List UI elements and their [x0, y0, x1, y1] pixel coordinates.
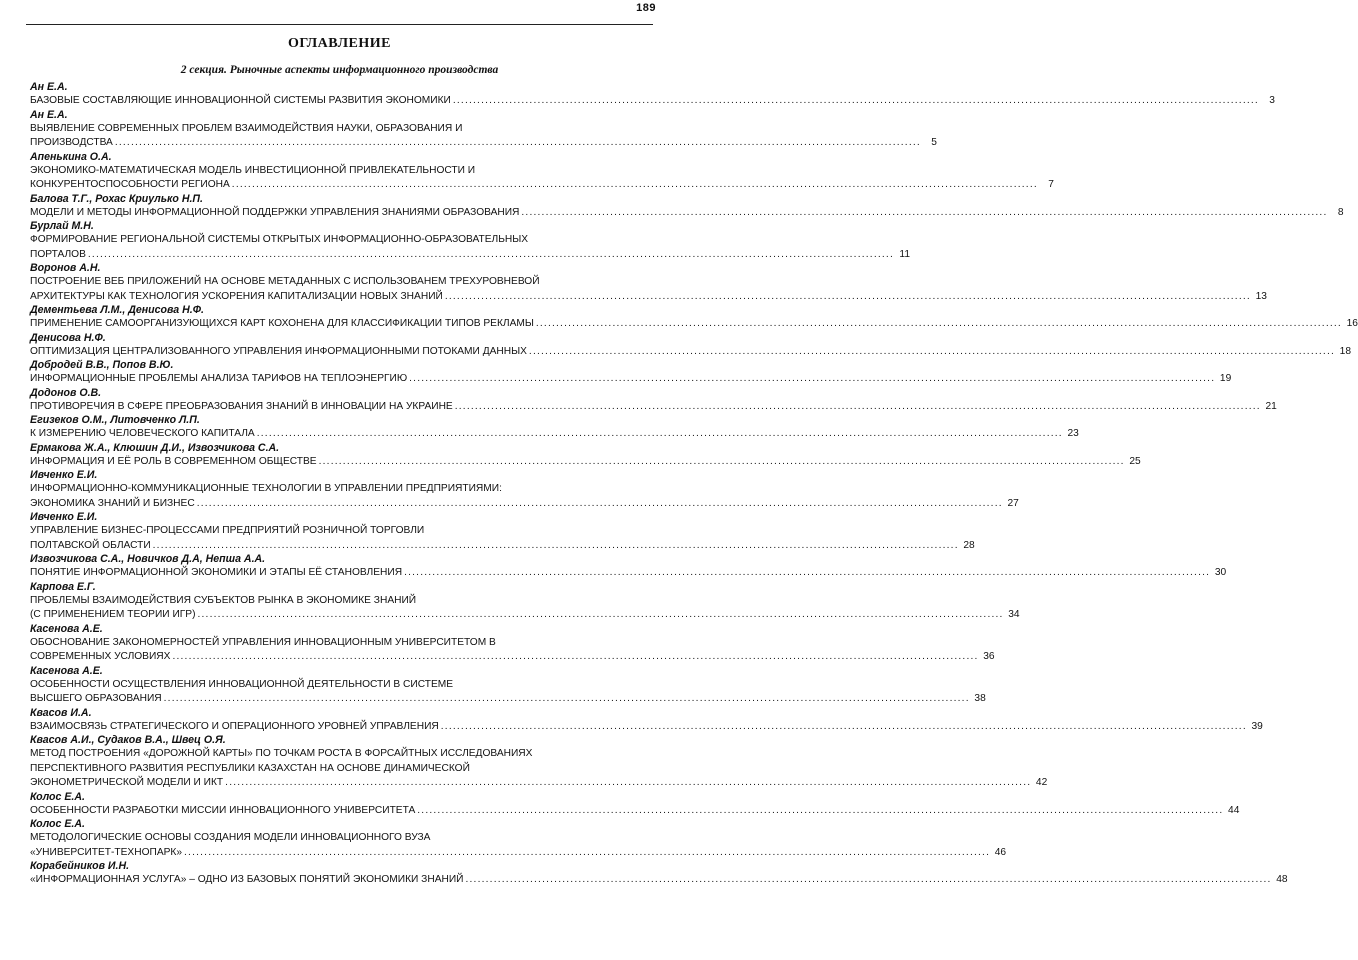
toc-entry-authors: Ивченко Е.И.	[30, 469, 98, 481]
toc-entry-title-line	[30, 372, 1232, 387]
dot-leader: ........................................................................................................................................................................................................	[465, 874, 1272, 885]
toc-entry-title-line	[30, 692, 986, 707]
toc-entry-title-line	[30, 94, 1275, 109]
toc-entry-authors: Квасов А.И., Судаков В.А., Швец О.Я.	[30, 734, 226, 746]
toc-entry-title-text: ИНФОРМАЦИОННЫЕ ПРОБЛЕМЫ АНАЛИЗА ТАРИФОВ НА ТЕПЛОЭНЕРГИЮ	[30, 373, 408, 384]
toc-entry-authors: Ивченко Е.И.	[30, 511, 98, 523]
dot-leader: ........................................................................................................................................................................................................	[409, 373, 1216, 384]
dot-leader: ........................................................................................................................................................................................................	[444, 290, 1251, 302]
toc-entry	[30, 790, 1240, 819]
toc-entry-authors: Ан Е.А.	[30, 81, 68, 93]
toc-entry	[30, 511, 975, 553]
toc-entry-page: 16	[1346, 318, 1358, 329]
toc-entry-page: 46	[994, 846, 1007, 858]
toc-entry-title-line	[30, 776, 1048, 791]
toc-entry-title-line	[30, 539, 975, 554]
toc-entry-title-line	[30, 566, 1227, 581]
toc-entry-page: 36	[983, 651, 995, 662]
toc-entry-page: 18	[1339, 345, 1352, 357]
toc-entry-page: 39	[1251, 720, 1263, 732]
toc-entry-title-line	[30, 427, 1079, 442]
dot-leader: ........................................................................................................................................................................................................	[417, 804, 1224, 816]
toc-entry-title-line: ОБОСНОВАНИЕ ЗАКОНОМЕРНОСТЕЙ УПРАВЛЕНИЯ ИННОВАЦИОННЫМ УНИВЕРСИТЕТОМ В	[30, 636, 496, 648]
toc-entry-authors: Бурлай М.Н.	[30, 220, 94, 232]
toc-entry-page: 42	[1035, 777, 1048, 788]
toc-entry-title-text: ПРОТИВОРЕЧИЯ В СФЕРЕ ПРЕОБРАЗОВАНИЯ ЗНАНИЙ В ИННОВАЦИИ НА УКРАИНЕ	[30, 400, 453, 412]
toc-entry	[30, 192, 1344, 221]
toc-entry-authors: Извозчикова С.А., Новичков Д.А, Непша А.А.	[30, 553, 266, 565]
toc-entry-title-line	[30, 873, 1288, 888]
toc-entry-title-line: ПЕРСПЕКТИВНОГО РАЗВИТИЯ РЕСПУБЛИКИ КАЗАХСТАН НА ОСНОВЕ ДИНАМИЧЕСКОЙ	[30, 762, 470, 774]
toc-entry	[30, 359, 1232, 387]
toc-entry-authors: Дементьева Л.М., Денисова Н.Ф.	[30, 304, 204, 316]
toc-entry-title-text: ЭКОНОМЕТРИЧЕСКОЙ МОДЕЛИ И ИКТ	[30, 777, 224, 788]
toc-entry	[30, 414, 1079, 442]
toc-entry	[30, 262, 1267, 304]
toc-entry-title-line	[30, 248, 910, 263]
toc-entry-page: 28	[963, 539, 975, 551]
dot-leader: ........................................................................................................................................................................................................	[152, 539, 959, 551]
toc-entry	[30, 622, 995, 665]
toc-entry-title-line: ФОРМИРОВАНИЕ РЕГИОНАЛЬНОЙ СИСТЕМЫ ОТКРЫТЫХ ИНФОРМАЦИОННО-ОБРАЗОВАТЕЛЬНЫХ	[30, 234, 529, 245]
toc-entry-page: 48	[1276, 874, 1288, 885]
toc-entry-title-text: ИНФОРМАЦИЯ И ЕЁ РОЛЬ В СОВРЕМЕННОМ ОБЩЕСТВЕ	[30, 455, 317, 467]
toc-entry-title-line	[30, 650, 995, 665]
toc-entry-title-line: ОСОБЕННОСТИ ОСУЩЕСТВЛЕНИЯ ИННОВАЦИОННОЙ ДЕЯТЕЛЬНОСТИ В СИСТЕМЕ	[30, 678, 454, 690]
toc-entry	[30, 108, 937, 151]
toc-entry-page: 38	[974, 693, 986, 704]
toc-entry-page: 5	[931, 137, 937, 148]
toc-entry	[30, 553, 1227, 581]
toc-entry-page: 44	[1228, 804, 1240, 816]
table-of-contents	[30, 81, 1358, 888]
toc-entry	[30, 580, 1020, 623]
toc-entry-title-line	[30, 290, 1267, 305]
dot-leader: ........................................................................................................................................................................................................	[404, 567, 1211, 578]
dot-leader: ........................................................................................................................................................................................................	[196, 497, 1003, 509]
toc-entry-title-line	[30, 455, 1141, 470]
toc-entry-title-text: ОСОБЕННОСТИ РАЗРАБОТКИ МИССИИ ИННОВАЦИОННОГО УНИВЕРСИТЕТА	[30, 804, 416, 816]
section-heading: 2 секция. Рыночные аспекты информационного производства	[180, 64, 499, 76]
toc-entry-page: 25	[1129, 455, 1141, 467]
toc-entry	[30, 818, 1007, 860]
dot-leader: ........................................................................................................................................................................................................	[521, 206, 1328, 218]
dot-leader: ........................................................................................................................................................................................................	[528, 345, 1336, 357]
page-number: 189	[636, 2, 656, 14]
toc-entry-title-line	[30, 608, 1020, 623]
toc-entry-title-text: ПОНЯТИЕ ИНФОРМАЦИОННОЙ ЭКОНОМИКИ И ЭТАПЫ ЕЁ СТАНОВЛЕНИЯ	[30, 567, 403, 578]
toc-entry-title-text: БАЗОВЫЕ СОСТАВЛЯЮЩИЕ ИННОВАЦИОННОЙ СИСТЕМЫ РАЗВИТИЯ ЭКОНОМИКИ	[30, 95, 451, 106]
toc-entry-title-text: АРХИТЕКТУРЫ КАК ТЕХНОЛОГИЯ УСКОРЕНИЯ КАПИТАЛИЗАЦИИ НОВЫХ ЗНАНИЙ	[30, 290, 443, 302]
header-rule	[26, 24, 653, 25]
toc-entry	[30, 706, 1263, 735]
toc-entry-title-line	[30, 720, 1263, 735]
dot-leader: ........................................................................................................................................................................................................	[256, 428, 1063, 439]
toc-entry-title-text: К ИЗМЕРЕНИЮ ЧЕЛОВЕЧЕСКОГО КАПИТАЛА	[30, 428, 255, 439]
toc-entry-title-line: ПОСТРОЕНИЕ ВЕБ ПРИЛОЖЕНИЙ НА ОСНОВЕ МЕТАДАННЫХ С ИСПОЛЬЗОВАНЕМ ТРЕХУРОВНЕВОЙ	[30, 276, 540, 287]
toc-entry-page: 30	[1214, 567, 1227, 578]
dot-leader: ........................................................................................................................................................................................................	[197, 609, 1004, 620]
toc-entry-title-line: ИНФОРМАЦИОННО-КОММУНИКАЦИОННЫЕ ТЕХНОЛОГИИ В УПРАВЛЕНИИ ПРЕДПРИЯТИЯМИ:	[30, 483, 502, 494]
toc-entry	[30, 150, 1054, 193]
toc-entry-title-text: ПРОИЗВОДСТВА	[30, 137, 113, 148]
toc-entry-title-text: МОДЕЛИ И МЕТОДЫ ИНФОРМАЦИОННОЙ ПОДДЕРЖКИ УПРАВЛЕНИЯ ЗНАНИЯМИ ОБРАЗОВАНИЯ	[30, 206, 520, 218]
toc-entry-title-line: МЕТОД ПОСТРОЕНИЯ «ДОРОЖНОЙ КАРТЫ» ПО ТОЧКАМ РОСТА В ФОРСАЙТНЫХ ИССЛЕДОВАНИЯХ	[30, 748, 533, 759]
toc-entry-title-text: СОВРЕМЕННЫХ УСЛОВИЯХ	[30, 651, 171, 662]
toc-entry-authors: Колос Е.А.	[30, 790, 85, 803]
toc-entry-authors: Добродей В.В., Попов В.Ю.	[30, 359, 174, 371]
toc-entry	[30, 220, 910, 262]
toc-entry-title-text: ПОРТАЛОВ	[30, 248, 86, 260]
toc-entry-page: 19	[1219, 373, 1232, 384]
toc-entry-title-line	[30, 206, 1344, 221]
toc-entry-authors: Денисова Н.Ф.	[30, 331, 106, 344]
toc-entry-page: 13	[1255, 290, 1267, 302]
toc-entry-title-text: ВЫСШЕГО ОБРАЗОВАНИЯ	[30, 693, 162, 704]
toc-entry-authors: Додонов О.В.	[30, 386, 102, 399]
toc-entry-authors: Балова Т.Г., Рохас Криулько Н.П.	[30, 192, 203, 205]
toc-entry-title-text: ОПТИМИЗАЦИЯ ЦЕНТРАЛИЗОВАННОГО УПРАВЛЕНИЯ ИНФОРМАЦИОННЫМИ ПОТОКАМИ ДАННЫХ	[30, 345, 527, 357]
dot-leader: ........................................................................................................................................................................................................	[454, 400, 1261, 412]
toc-entry-title-line: МЕТОДОЛОГИЧЕСКИЕ ОСНОВЫ СОЗДАНИЯ МОДЕЛИ ИННОВАЦИОННОГО ВУЗА	[30, 832, 431, 843]
toc-entry-title-text: ВЗАИМОСВЯЗЬ СТРАТЕГИЧЕСКОГО И ОПЕРАЦИОННОГО УРОВНЕЙ УПРАВЛЕНИЯ	[30, 720, 439, 732]
dot-leader: ........................................................................................................................................................................................................	[452, 95, 1259, 106]
toc-entry-title-text: ПРИМЕНЕНИЕ САМООРГАНИЗУЮЩИХСЯ КАРТ КОХОНЕНА ДЛЯ КЛАССИФИКАЦИИ ТИПОВ РЕКЛАМЫ	[30, 318, 534, 329]
dot-leader: ........................................................................................................................................................................................................	[318, 455, 1125, 467]
toc-entry-title-line	[30, 345, 1352, 360]
toc-entry-page: 7	[1048, 179, 1054, 190]
toc-entry	[30, 860, 1288, 888]
toc-entry-title-line	[30, 178, 1054, 193]
dot-leader: ........................................................................................................................................................................................................	[231, 179, 1038, 190]
toc-entry-authors: Касенова А.Е.	[30, 664, 103, 677]
toc-entry	[30, 441, 1141, 470]
toc-entry-title-line: ПРОБЛЕМЫ ВЗАИМОДЕЙСТВИЯ СУБЪЕКТОВ РЫНКА В ЭКОНОМИКЕ ЗНАНИЙ	[30, 594, 417, 606]
toc-entry-page: 8	[1337, 206, 1344, 218]
toc-entry-authors: Касенова А.Е.	[30, 622, 103, 635]
toc-entry-title-text: ЭКОНОМИКА ЗНАНИЙ И БИЗНЕС	[30, 497, 195, 509]
toc-entry-authors: Ан Е.А.	[30, 108, 68, 121]
toc-entry-title-line: УПРАВЛЕНИЕ БИЗНЕС-ПРОЦЕССАМИ ПРЕДПРИЯТИЙ РОЗНИЧНОЙ ТОРГОВЛИ	[30, 525, 425, 536]
toc-entry-title-line	[30, 400, 1277, 415]
toc-entry-page: 34	[1008, 609, 1020, 620]
toc-entry-authors: Ермакова Ж.А., Клюшин Д.И., Извозчикова С.А.	[30, 441, 280, 454]
toc-entry-page: 27	[1007, 497, 1019, 509]
toc-entry-title-text: (С ПРИМЕНЕНИЕМ ТЕОРИИ ИГР)	[30, 609, 196, 620]
toc-entry	[30, 81, 1275, 109]
toc-entry	[30, 331, 1352, 360]
toc-entry-title-line	[30, 136, 937, 151]
dot-leader: ........................................................................................................................................................................................................	[114, 137, 921, 148]
dot-leader: ........................................................................................................................................................................................................	[440, 720, 1247, 732]
toc-entry	[30, 664, 986, 707]
toc-entry-page: 3	[1269, 95, 1275, 106]
toc-entry-title-line	[30, 497, 1019, 512]
toc-entry	[30, 469, 1019, 511]
toc-entry-title-line: ЭКОНОМИКО-МАТЕМАТИЧЕСКАЯ МОДЕЛЬ ИНВЕСТИЦИОННОЙ ПРИВЛЕКАТЕЛЬНОСТИ И	[30, 164, 476, 176]
toc-entry	[30, 304, 1358, 332]
toc-entry-title-text: ПОЛТАВСКОЙ ОБЛАСТИ	[30, 539, 151, 551]
dot-leader: ........................................................................................................................................................................................................	[184, 846, 991, 858]
toc-entry-authors: Колос Е.А.	[30, 818, 85, 830]
toc-entry-page: 21	[1265, 400, 1277, 412]
toc-entry-title-line	[30, 804, 1240, 819]
toc-entry-page: 11	[899, 248, 910, 260]
toc-entry-authors: Егизеков О.М., Литовченко Л.П.	[30, 414, 200, 426]
toc-entry	[30, 734, 1048, 791]
dot-leader: ........................................................................................................................................................................................................	[163, 693, 970, 704]
toc-entry-page: 23	[1067, 428, 1079, 439]
toc-entry-title-text: «УНИВЕРСИТЕТ-ТЕХНОПАРК»	[30, 846, 183, 858]
dot-leader: ........................................................................................................................................................................................................	[87, 248, 894, 260]
dot-leader: ........................................................................................................................................................................................................	[172, 651, 979, 662]
dot-leader: ........................................................................................................................................................................................................	[535, 318, 1342, 329]
toc-entry-title-text: «ИНФОРМАЦИОННАЯ УСЛУГА» – ОДНО ИЗ БАЗОВЫХ ПОНЯТИЙ ЭКОНОМИКИ ЗНАНИЙ	[30, 874, 464, 885]
toc-entry-authors: Апенькина О.А.	[30, 150, 112, 163]
dot-leader: ........................................................................................................................................................................................................	[225, 777, 1032, 788]
toc-entry-title-line: ВЫЯВЛЕНИЕ СОВРЕМЕННЫХ ПРОБЛЕМ ВЗАИМОДЕЙСТВИЯ НАУКИ, ОБРАЗОВАНИЯ И	[30, 122, 463, 134]
toc-entry	[30, 386, 1277, 415]
toc-entry-authors: Корабейников И.Н.	[30, 860, 130, 872]
toc-entry-title-line	[30, 317, 1358, 332]
toc-entry-authors: Квасов И.А.	[30, 706, 92, 719]
toc-entry-authors: Карпова Е.Г.	[30, 580, 96, 593]
toc-entry-authors: Воронов А.Н.	[30, 262, 101, 274]
toc-entry-title-text: КОНКУРЕНТОСПОСОБНОСТИ РЕГИОНА	[30, 179, 230, 190]
toc-entry-title-line	[30, 846, 1007, 861]
page-title: ОГЛАВЛЕНИЕ	[288, 36, 391, 51]
